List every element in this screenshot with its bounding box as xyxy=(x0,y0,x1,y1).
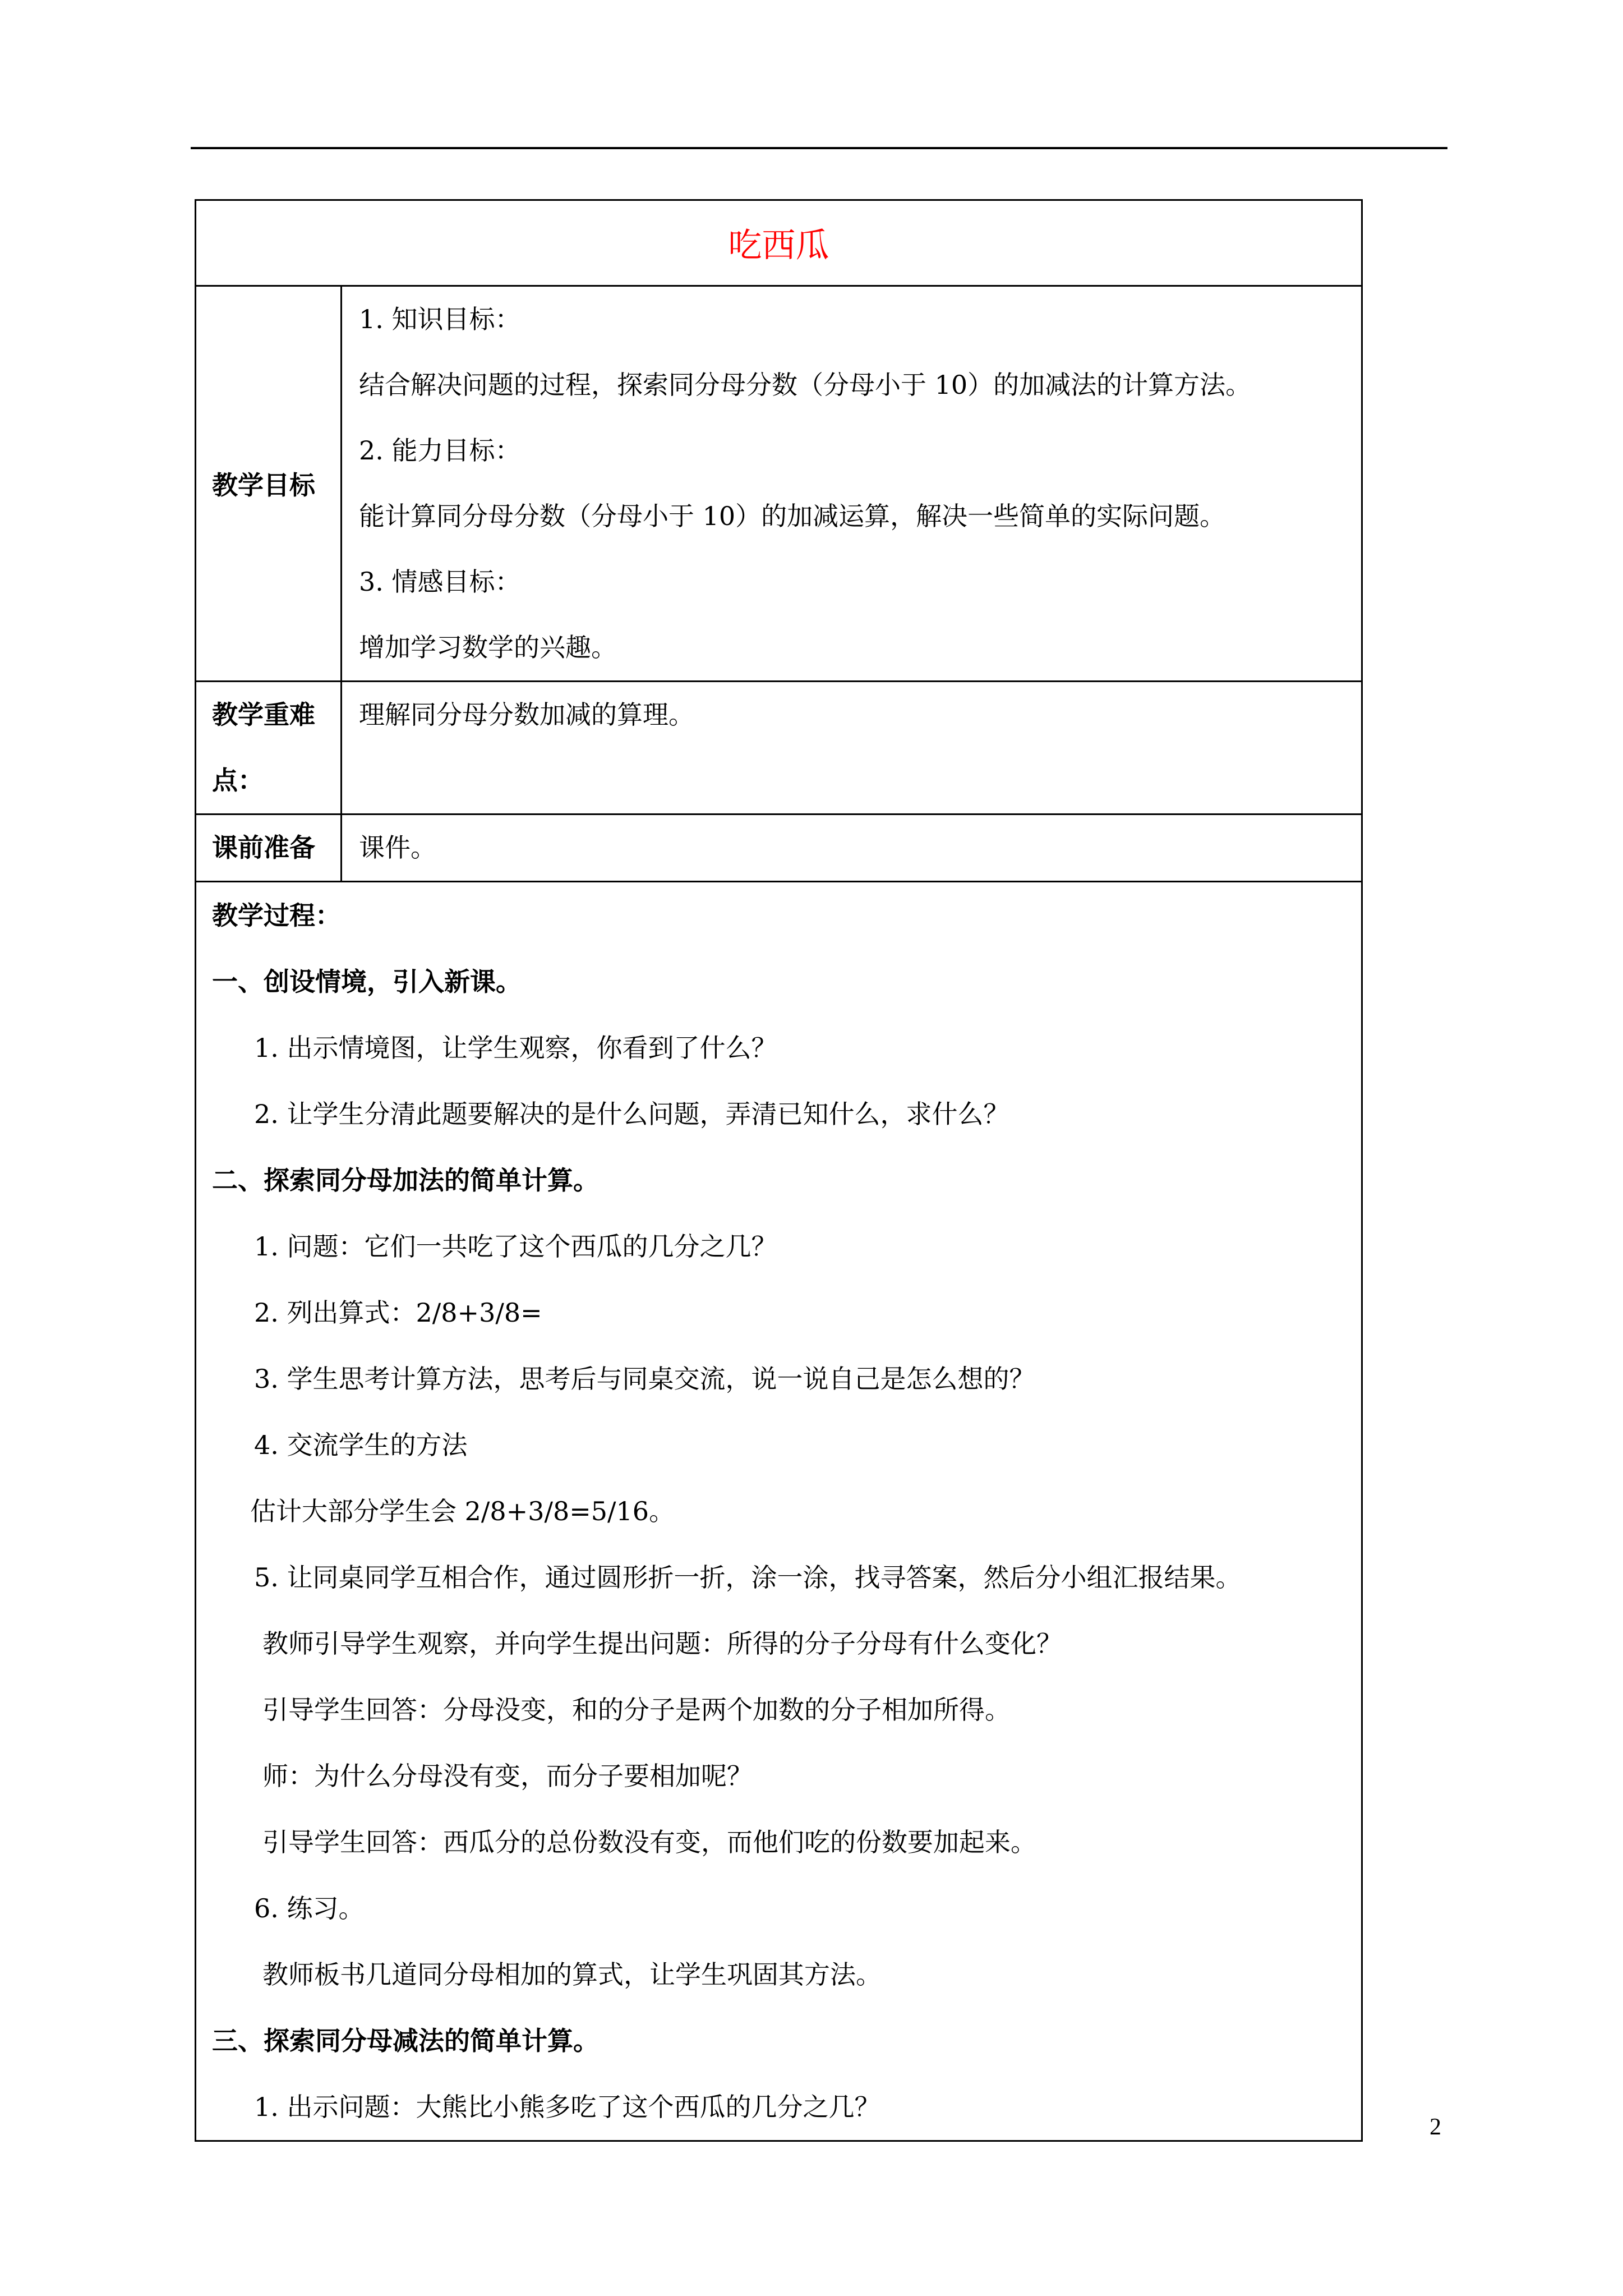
preparation-content xyxy=(342,815,1362,882)
goal-line: 结合解决问题的过程，探索同分母分数（分母小于 10）的加减法的计算方法。 xyxy=(359,370,1252,400)
lesson-plan-table xyxy=(195,199,1363,2142)
goals-content xyxy=(342,286,1362,682)
dialog-line: 师：为什么分母没有变，而分子要相加呢？ xyxy=(262,1761,753,1791)
difficulty-label xyxy=(196,682,342,815)
goal-line: 3. 情感目标： xyxy=(359,567,521,597)
page-number: 2 xyxy=(1430,2114,1441,2140)
section-title: 三、探索同分母减法的简单计算。 xyxy=(212,2026,599,2056)
list-item: 5. 让同桌同学互相合作，通过圆形折一折，涂一涂，找寻答案，然后分小组汇报结果。 xyxy=(254,1562,1242,1593)
list-item: 4. 交流学生的方法 xyxy=(254,1430,468,1460)
list-item: 1. 问题：它们一共吃了这个西瓜的几分之几？ xyxy=(254,1231,777,1262)
dialog-line: 教师引导学生观察，并向学生提出问题：所得的分子分母有什么变化？ xyxy=(262,1628,1062,1659)
process-row xyxy=(196,882,1362,2141)
goal-line: 增加学习数学的兴趣。 xyxy=(359,632,617,662)
process-content xyxy=(196,882,1362,2141)
preparation-label-text: 课前准备 xyxy=(212,832,315,863)
list-item: 2. 让学生分清此题要解决的是什么问题，弄清已知什么，求什么？ xyxy=(254,1099,1009,1129)
preparation-label xyxy=(196,815,342,882)
lesson-title: 吃西瓜 xyxy=(196,200,1362,286)
header-rule xyxy=(191,147,1447,149)
section-title: 二、探索同分母加法的简单计算。 xyxy=(212,1165,599,1195)
list-item: 1. 出示问题：大熊比小熊多吃了这个西瓜的几分之几？ xyxy=(254,2092,880,2122)
section-title: 一、创设情境，引入新课。 xyxy=(212,967,522,997)
preparation-text: 课件。 xyxy=(359,832,436,863)
estimate-text: 估计大部分学生会 2/8+3/8=5/16。 xyxy=(250,1496,675,1526)
goal-line: 能计算同分母分数（分母小于 10）的加减运算，解决一些简单的实际问题。 xyxy=(359,501,1226,531)
difficulty-content xyxy=(342,682,1362,815)
goals-row xyxy=(196,286,1362,682)
list-item: 3. 学生思考计算方法，思考后与同桌交流，说一说自己是怎么想的？ xyxy=(254,1364,1035,1394)
dialog-line: 引导学生回答：分母没变，和的分子是两个加数的分子相加所得。 xyxy=(262,1695,1011,1725)
difficulty-label-line2: 点： xyxy=(212,765,264,795)
difficulty-text: 理解同分母分数加减的算理。 xyxy=(359,700,694,730)
list-item: 1. 出示情境图，让学生观察，你看到了什么？ xyxy=(254,1033,777,1063)
list-item: 6. 练习。 xyxy=(254,1893,365,1924)
list-item: 2. 列出算式：2/8+3/8= xyxy=(254,1297,542,1328)
goal-line: 2. 能力目标： xyxy=(359,435,521,466)
goals-label: 教学目标 xyxy=(196,286,342,682)
dialog-line: 引导学生回答：西瓜分的总份数没有变，而他们吃的份数要加起来。 xyxy=(262,1827,1036,1857)
practice-text: 教师板书几道同分母相加的算式，让学生巩固其方法。 xyxy=(262,1959,882,1990)
preparation-row xyxy=(196,815,1362,882)
goal-line: 1. 知识目标： xyxy=(359,304,521,334)
difficulty-row xyxy=(196,682,1362,815)
process-heading: 教学过程： xyxy=(212,900,341,931)
difficulty-label-line1: 教学重难 xyxy=(212,700,315,730)
